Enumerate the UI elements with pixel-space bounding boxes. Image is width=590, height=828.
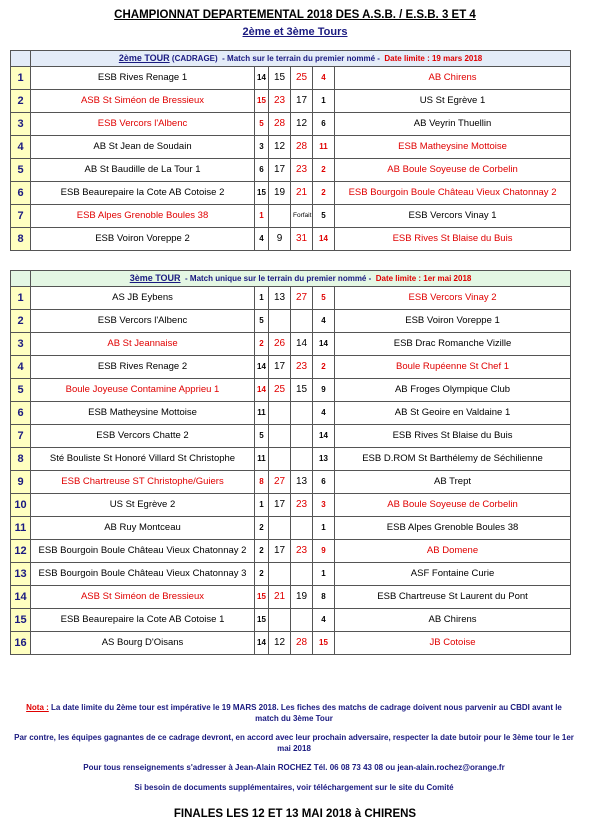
away-cat: 5: [313, 205, 335, 228]
home-team: US St Egrève 2: [31, 494, 255, 517]
away-team: JB Cotoise: [335, 632, 571, 655]
home-score: 23: [269, 90, 291, 113]
match-number: 1: [11, 67, 31, 90]
away-score: 17: [291, 90, 313, 113]
away-cat: 1: [313, 517, 335, 540]
away-score: 28: [291, 136, 313, 159]
match-row: [11, 471, 571, 494]
home-score: 19: [269, 182, 291, 205]
match-row: [11, 632, 571, 655]
home-team: AS Bourg D'Oisans: [31, 632, 255, 655]
match-row: [11, 402, 571, 425]
match-number: 7: [11, 425, 31, 448]
match-number: 4: [11, 356, 31, 379]
note-line-3: Pour tous renseignements s'adresser à Jean-Alain ROCHEZ Tél. 06 08 73 43 08 ou jean-alain.rochez@orange.fr: [83, 763, 505, 772]
match-number: 9: [11, 471, 31, 494]
home-score: 27: [269, 471, 291, 494]
match-number: 15: [11, 609, 31, 632]
nota-label: Nota :: [26, 703, 49, 712]
match-number: 8: [11, 448, 31, 471]
tour3-label: 3ème TOUR: [129, 273, 181, 283]
away-score: 23: [291, 356, 313, 379]
home-cat: 11: [255, 448, 269, 471]
away-team: AB Veyrin Thuellin: [335, 113, 571, 136]
home-score: [269, 609, 291, 632]
tour3-header: [31, 271, 571, 287]
home-cat: 15: [255, 609, 269, 632]
match-row: [11, 90, 571, 113]
home-cat: 4: [255, 228, 269, 251]
away-team: ESB Vercors Vinay 2: [335, 287, 571, 310]
away-cat: 5: [313, 287, 335, 310]
home-score: 12: [269, 136, 291, 159]
match-row: [11, 113, 571, 136]
match-number: 1: [11, 287, 31, 310]
away-score: 14: [291, 333, 313, 356]
match-number: 6: [11, 402, 31, 425]
away-team: AB Boule Soyeuse de Corbelin: [335, 159, 571, 182]
match-row: [11, 517, 571, 540]
match-number: 3: [11, 113, 31, 136]
home-team: ASB St Siméon de Bressieux: [31, 90, 255, 113]
away-score: 27: [291, 287, 313, 310]
home-score: 17: [269, 540, 291, 563]
away-team: AB Chirens: [335, 67, 571, 90]
away-cat: 13: [313, 448, 335, 471]
note-text-1: La date limite du 2ème tour est impérative le 19 MARS 2018. Les fiches des matchs de cadrage doivent nous parvenir au CBDI avant le match du 3ème Tour: [51, 703, 562, 723]
home-score: 28: [269, 113, 291, 136]
tour2-header: [31, 51, 571, 67]
away-score: [291, 609, 313, 632]
match-row: [11, 136, 571, 159]
away-team: ESB Matheysine Mottoise: [335, 136, 571, 159]
away-score: 23: [291, 494, 313, 517]
home-cat: 5: [255, 310, 269, 333]
tour2-sub: (CADRAGE): [171, 54, 218, 63]
home-score: 21: [269, 586, 291, 609]
home-cat: 2: [255, 333, 269, 356]
away-team: AB Domene: [335, 540, 571, 563]
home-score: 15: [269, 67, 291, 90]
note-line-4: Si besoin de documents supplémentaires, voir téléchargement sur le site du Comité: [134, 783, 454, 792]
home-cat: 1: [255, 494, 269, 517]
away-cat: 14: [313, 425, 335, 448]
away-cat: 11: [313, 136, 335, 159]
home-team: ESB Voiron Voreppe 2: [31, 228, 255, 251]
away-team: AB Boule Soyeuse de Corbelin: [335, 494, 571, 517]
away-team: ESB D.ROM St Barthélemy de Séchilienne: [335, 448, 571, 471]
away-team: AB St Geoire en Valdaine 1: [335, 402, 571, 425]
match-row: [11, 425, 571, 448]
home-score: 26: [269, 333, 291, 356]
tour2-info: - Match sur le terrain du premier nommé -: [222, 54, 380, 63]
home-team: ESB Vercors l'Albenc: [31, 113, 255, 136]
home-score: 12: [269, 632, 291, 655]
document-title: CHAMPIONNAT DEPARTEMENTAL 2018 DES A.S.B. / E.S.B. 3 ET 4: [114, 9, 476, 21]
home-team: ESB Matheysine Mottoise: [31, 402, 255, 425]
away-score: [291, 402, 313, 425]
away-cat: 4: [313, 310, 335, 333]
away-team: AB Chirens: [335, 609, 571, 632]
match-row: [11, 586, 571, 609]
home-team: ESB Vercors Chatte 2: [31, 425, 255, 448]
home-team: AB Ruy Montceau: [31, 517, 255, 540]
away-score: 21: [291, 182, 313, 205]
match-number: 5: [11, 159, 31, 182]
finales-banner: FINALES LES 12 ET 13 MAI 2018 à CHIRENS: [173, 808, 417, 820]
home-score: 9: [269, 228, 291, 251]
away-team: AB Trept: [335, 471, 571, 494]
match-number: 3: [11, 333, 31, 356]
away-cat: 1: [313, 563, 335, 586]
match-row: [11, 448, 571, 471]
note-line-1: [14, 702, 574, 724]
match-number: 2: [11, 90, 31, 113]
home-team: AB St Baudille de La Tour 1: [31, 159, 255, 182]
away-team: ESB Drac Romanche Vizille: [335, 333, 571, 356]
away-cat: 14: [313, 228, 335, 251]
home-team: ESB Beaurepaire la Cote AB Cotoise 1: [31, 609, 255, 632]
away-team: AB Froges Olympique Club: [335, 379, 571, 402]
away-score: [291, 310, 313, 333]
home-score: 13: [269, 287, 291, 310]
home-score: [269, 310, 291, 333]
home-team: ESB Bourgoin Boule Château Vieux Chatonnay 2: [31, 540, 255, 563]
away-team: Boule Rupéenne St Chef 1: [335, 356, 571, 379]
home-cat: 2: [255, 540, 269, 563]
home-cat: 15: [255, 586, 269, 609]
home-team: AB St Jean de Soudain: [31, 136, 255, 159]
away-score: 12: [291, 113, 313, 136]
away-cat: 3: [313, 494, 335, 517]
away-team: ESB Rives St Blaise du Buis: [335, 228, 571, 251]
match-row: [11, 609, 571, 632]
home-team: ASB St Siméon de Bressieux: [31, 586, 255, 609]
match-number: 5: [11, 379, 31, 402]
home-team: Boule Joyeuse Contamine Apprieu 1: [31, 379, 255, 402]
home-cat: 14: [255, 67, 269, 90]
match-row: [11, 205, 571, 228]
away-cat: 9: [313, 379, 335, 402]
away-team: ASF Fontaine Curie: [335, 563, 571, 586]
home-team: ESB Bourgoin Boule Château Vieux Chatonnay 3: [31, 563, 255, 586]
away-cat: 4: [313, 402, 335, 425]
away-cat: 6: [313, 113, 335, 136]
away-score: [291, 425, 313, 448]
away-cat: 8: [313, 586, 335, 609]
away-team: ESB Voiron Voreppe 1: [335, 310, 571, 333]
tour3-info: - Match unique sur le terrain du premier nommé -: [185, 274, 372, 283]
match-number: 6: [11, 182, 31, 205]
tour3-table: [10, 270, 571, 655]
tour2-label: 2ème TOUR: [118, 53, 170, 63]
home-cat: 2: [255, 517, 269, 540]
match-number: 8: [11, 228, 31, 251]
away-team: ESB Rives St Blaise du Buis: [335, 425, 571, 448]
home-cat: 15: [255, 90, 269, 113]
home-cat: 14: [255, 356, 269, 379]
match-row: [11, 182, 571, 205]
away-cat: 6: [313, 471, 335, 494]
home-cat: 15: [255, 182, 269, 205]
home-cat: 6: [255, 159, 269, 182]
home-score: [269, 448, 291, 471]
home-team: Sté Bouliste St Honoré Villard St Christophe: [31, 448, 255, 471]
tour2-header-row: [11, 51, 571, 67]
home-score: 17: [269, 356, 291, 379]
tour3-deadline: Date limite : 1er mai 2018: [375, 274, 472, 283]
home-score: [269, 425, 291, 448]
home-cat: 3: [255, 136, 269, 159]
home-score: 17: [269, 494, 291, 517]
away-cat: 14: [313, 333, 335, 356]
away-cat: 4: [313, 67, 335, 90]
tour2-table: [10, 46, 571, 251]
match-row: [11, 287, 571, 310]
home-score: [269, 517, 291, 540]
away-score: 15: [291, 379, 313, 402]
match-row: [11, 67, 571, 90]
away-team: ESB Chartreuse St Laurent du Pont: [335, 586, 571, 609]
away-score: [291, 448, 313, 471]
away-cat: 2: [313, 356, 335, 379]
home-cat: 1: [255, 205, 269, 228]
home-cat: 5: [255, 113, 269, 136]
match-number: 14: [11, 586, 31, 609]
home-team: AB St Jeannaise: [31, 333, 255, 356]
away-score: 19: [291, 586, 313, 609]
tour2-deadline: Date limite : 19 mars 2018: [384, 54, 483, 63]
home-score: [269, 205, 291, 228]
match-row: [11, 310, 571, 333]
home-score: 25: [269, 379, 291, 402]
away-score: 28: [291, 632, 313, 655]
match-number: 13: [11, 563, 31, 586]
home-cat: 14: [255, 379, 269, 402]
home-cat: 14: [255, 632, 269, 655]
note-line-2: Par contre, les équipes gagnantes de ce cadrage devront, en accord avec leur prochain adversaire, respecter la date butoir pour le 3ème tour le 1er mai 2018: [14, 733, 574, 753]
match-number: 4: [11, 136, 31, 159]
home-team: ESB Alpes Grenoble Boules 38: [31, 205, 255, 228]
match-row: [11, 563, 571, 586]
match-row: [11, 159, 571, 182]
away-cat: 2: [313, 159, 335, 182]
home-team: AS JB Eybens: [31, 287, 255, 310]
away-score: 23: [291, 159, 313, 182]
match-row: [11, 228, 571, 251]
home-score: [269, 402, 291, 425]
home-cat: 11: [255, 402, 269, 425]
away-team: ESB Alpes Grenoble Boules 38: [335, 517, 571, 540]
away-cat: 15: [313, 632, 335, 655]
away-cat: 2: [313, 182, 335, 205]
match-row: [11, 379, 571, 402]
home-cat: 1: [255, 287, 269, 310]
match-row: [11, 333, 571, 356]
home-team: ESB Rives Renage 1: [31, 67, 255, 90]
away-score: 13: [291, 471, 313, 494]
match-number: 16: [11, 632, 31, 655]
tour3-header-row: [11, 271, 571, 287]
match-number: 2: [11, 310, 31, 333]
home-score: 17: [269, 159, 291, 182]
home-team: ESB Chartreuse ST Christophe/Guiers: [31, 471, 255, 494]
match-number: 7: [11, 205, 31, 228]
document-subtitle: 2ème et 3ème Tours: [242, 26, 348, 38]
away-score: 25: [291, 67, 313, 90]
away-score: [291, 517, 313, 540]
away-cat: 9: [313, 540, 335, 563]
match-row: [11, 540, 571, 563]
home-cat: 8: [255, 471, 269, 494]
away-score: 31: [291, 228, 313, 251]
home-cat: 5: [255, 425, 269, 448]
away-team: ESB Bourgoin Boule Château Vieux Chatonnay 2: [335, 182, 571, 205]
match-row: [11, 356, 571, 379]
match-row: [11, 494, 571, 517]
away-cat: 4: [313, 609, 335, 632]
home-team: ESB Rives Renage 2: [31, 356, 255, 379]
away-team: US St Egrève 1: [335, 90, 571, 113]
home-score: [269, 563, 291, 586]
match-number: 12: [11, 540, 31, 563]
match-number: 10: [11, 494, 31, 517]
home-team: ESB Beaurepaire la Cote AB Cotoise 2: [31, 182, 255, 205]
away-score: 23: [291, 540, 313, 563]
away-score: Forfait: [291, 205, 313, 228]
home-cat: 2: [255, 563, 269, 586]
away-score: [291, 563, 313, 586]
away-team: ESB Vercors Vinay 1: [335, 205, 571, 228]
home-team: ESB Vercors l'Albenc: [31, 310, 255, 333]
away-cat: 1: [313, 90, 335, 113]
match-number: 11: [11, 517, 31, 540]
